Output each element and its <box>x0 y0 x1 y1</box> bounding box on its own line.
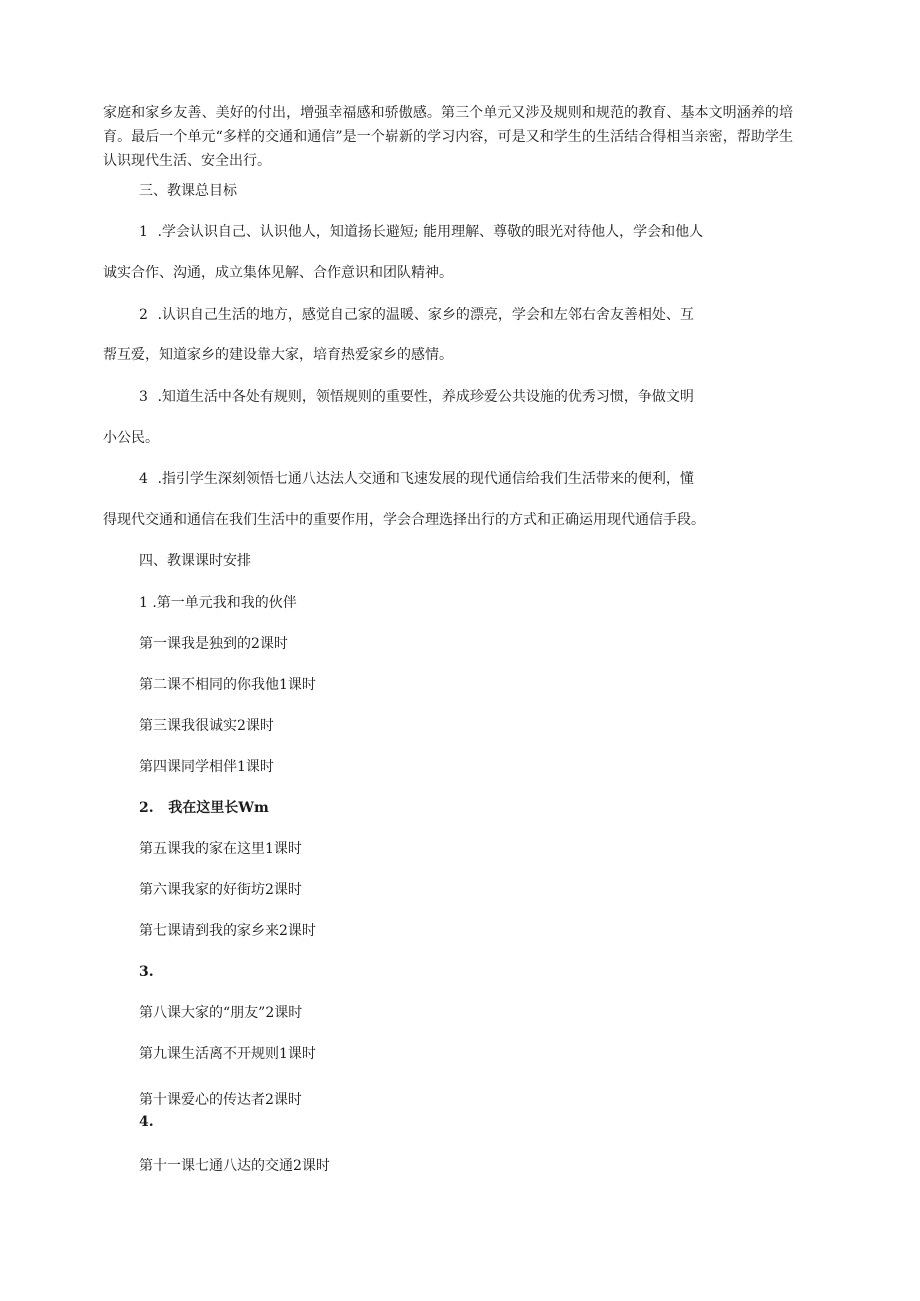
schedule-item: 第三课我很诚实2课时 <box>139 718 274 734</box>
schedule-item: 第九课生活离不开规则1课时 <box>139 1046 316 1062</box>
schedule-item: 第二课不相同的你我他1课时 <box>139 677 316 693</box>
schedule-item: 第六课我家的好街坊2课时 <box>139 882 302 898</box>
goal-2-number: 2 <box>139 307 148 323</box>
goal-1-line-2: 诚实合作、沟通，成立集体见解、合作意识和团队精神。 <box>103 265 453 281</box>
schedule-item: 第十课爱心的传达者2课时 <box>139 1092 302 1108</box>
schedule-item: 第十一课七通八达的交通2课时 <box>139 1158 330 1174</box>
goal-1-number: 1 <box>139 224 148 240</box>
section-heading-schedule: 四、教课课时安排 <box>139 553 251 569</box>
schedule-item: 第五课我的家在这里1课时 <box>139 841 302 857</box>
goal-3-text: .知道生活中各处有规则，领悟规则的重要性，养成珍爱公共设施的优秀习惯，争做文明 <box>157 389 694 405</box>
goal-3-number: 3 <box>139 389 148 405</box>
goal-4-line-1 <box>139 469 694 489</box>
goal-3-line-1 <box>139 387 694 407</box>
schedule-item: 第七课请到我的家乡来2课时 <box>139 923 316 939</box>
schedule-unit-1: 1 .第一单元我和我的伙伴 <box>139 595 297 611</box>
goal-4-line-2: 得现代交通和通信在我们生活中的重要作用，学会合理选择出行的方式和正确运用现代通信手段。 <box>103 512 705 528</box>
schedule-item: 第一课我是独到的2课时 <box>139 636 288 652</box>
goal-3-line-2: 小公民。 <box>103 430 159 446</box>
goal-1-text: .学会认识自己、认识他人，知道扬长避短; 能用理解、尊敬的眼光对待他人，学会和他人 <box>157 224 704 240</box>
section-heading-goals: 三、教课总目标 <box>139 183 237 199</box>
schedule-unit-4: 4. <box>139 1114 154 1130</box>
intro-paragraph: 家庭和家乡友善、美好的付出，增强幸福感和骄傲感。第三个单元又涉及规则和规范的教育、基本文明涵养的培育。最后一个单元“多样的交通和通信”是一个崭新的学习内容，可是又和学生的生活结合得相当亲密，帮助学生认识现代生活、安全出行。 <box>103 105 793 169</box>
goal-4-number: 4 <box>139 471 148 487</box>
goal-4-text: .指引学生深刻领悟七通八达法人交通和飞速发展的现代通信给我们生活带来的便利，懂 <box>157 471 694 487</box>
schedule-unit-3: 3. <box>139 964 154 980</box>
goal-2-line-1 <box>139 305 694 325</box>
schedule-unit-2: 2. 我在这里长Wm <box>139 800 269 816</box>
goal-2-line-2: 帮互爱，知道家乡的建设靠大家，培育热爱家乡的感情。 <box>103 347 453 363</box>
goal-1-line-1 <box>139 222 703 242</box>
schedule-item: 第八课大家的“朋友”2课时 <box>139 1005 303 1021</box>
schedule-item: 第四课同学相伴1课时 <box>139 759 274 775</box>
goal-2-text: .认识自己生活的地方，感觉自己家的温暖、家乡的漂亮，学会和左邻右舍友善相处、互 <box>157 307 694 323</box>
